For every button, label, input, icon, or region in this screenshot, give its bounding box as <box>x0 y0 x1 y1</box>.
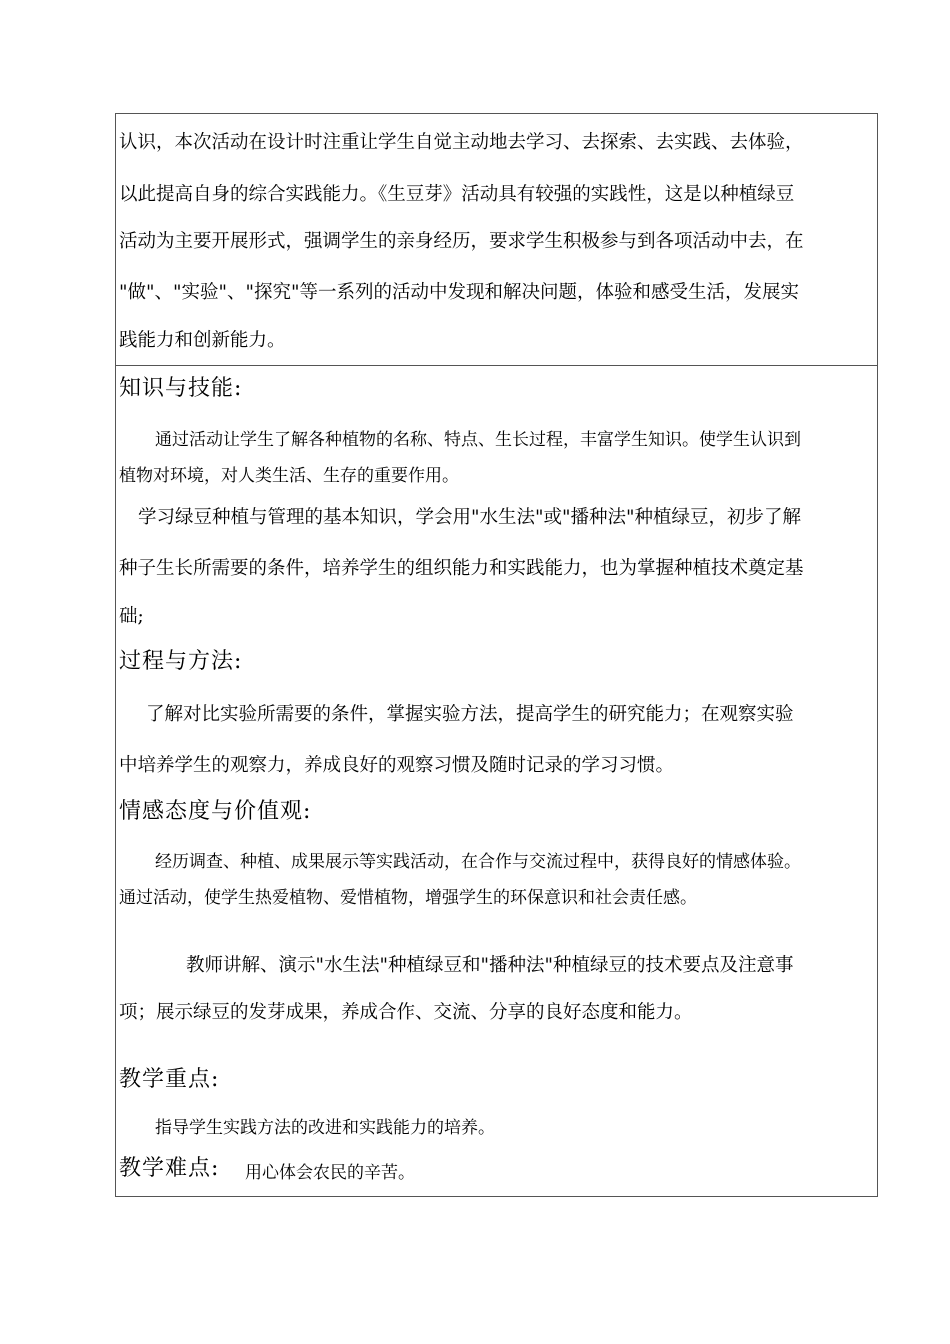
process-line-1: 了解对比实验所需要的条件，掌握实验方法，提高学生的研究能力；在观察实验 <box>146 704 794 725</box>
knowledge-heading: 知识与技能: <box>119 376 243 401</box>
knowledge-para2-line-2: 种子生长所需要的条件，培养学生的组织能力和实践能力，也为掌握种植技术奠定基 <box>119 558 804 579</box>
key-points-heading: 教学重点: <box>119 1067 220 1092</box>
intro-line-4: "做"、"实验"、"探究"等一系列的活动中发现和解决问题，体验和感受生活，发展实 <box>119 282 800 303</box>
emotion-line-1: 经历调查、种植、成果展示等实践活动，在合作与交流过程中，获得良好的情感体验。 <box>155 852 801 872</box>
process-line-2: 中培养学生的观察力，养成良好的观察习惯及随时记录的学习习惯。 <box>119 755 675 776</box>
process-heading: 过程与方法: <box>119 649 243 674</box>
knowledge-para1-line-1: 通过活动让学生了解各种植物的名称、特点、生长过程，丰富学生知识。使学生认识到 <box>155 430 801 450</box>
knowledge-para2-line-3: 础; <box>119 606 144 627</box>
emotion-heading: 情感态度与价值观: <box>119 799 312 824</box>
teacher-line-2: 项；展示绿豆的发芽成果，养成合作、交流、分享的良好态度和能力。 <box>119 1002 693 1023</box>
intro-line-3: 活动为主要开展形式，强调学生的亲身经历，要求学生积极参与到各项活动中去，在 <box>119 231 804 252</box>
difficulty-heading: 教学难点: <box>119 1156 220 1181</box>
knowledge-para1-line-2: 植物对环境，对人类生活、生存的重要作用。 <box>119 466 459 486</box>
intro-line-2: 以此提高自身的综合实践能力。《生豆芽》活动具有较强的实践性，这是以种植绿豆 <box>119 184 795 205</box>
difficulty-text: 用心体会农民的辛苦。 <box>245 1163 415 1183</box>
knowledge-para2-line-1: 学习绿豆种植与管理的基本知识，学会用"水生法"或"播种法"种植绿豆，初步了解 <box>138 507 802 528</box>
intro-line-5: 践能力和创新能力。 <box>119 330 286 351</box>
key-points-text: 指导学生实践方法的改进和实践能力的培养。 <box>155 1118 495 1138</box>
teacher-line-1: 教师讲解、演示"水生法"种植绿豆和"播种法"种植绿豆的技术要点及注意事 <box>186 955 794 976</box>
emotion-line-2: 通过活动，使学生热爱植物、爱惜植物，增强学生的环保意识和社会责任感。 <box>119 888 697 908</box>
intro-line-1: 认识，本次活动在设计时注重让学生自觉主动地去学习、去探索、去实践、去体验， <box>119 132 804 153</box>
objectives-section-box <box>115 365 878 1197</box>
